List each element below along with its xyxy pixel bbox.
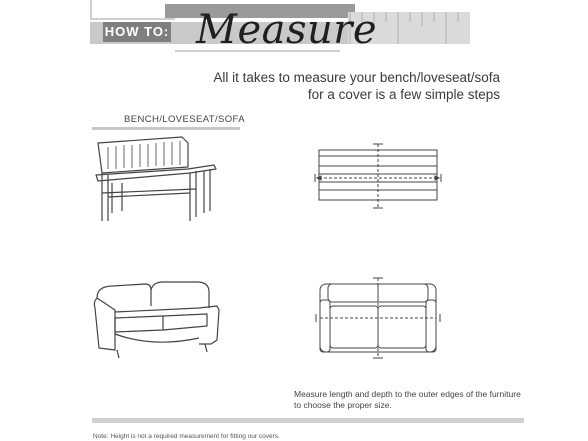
footnote: Note: Height is not a required measurement for fitting our covers.: [93, 433, 280, 440]
bench-top-diagram: [313, 142, 443, 214]
bench-icon: [92, 135, 222, 225]
header-top-rule: [90, 18, 175, 20]
howto-label: HOW TO:: [103, 22, 171, 42]
section-title: BENCH/LOVESEAT/SOFA: [124, 114, 245, 125]
footer-rule: [92, 418, 524, 423]
loveseat-icon: [93, 278, 223, 368]
intro-text: All it takes to measure your bench/loveseat/sofa for a cover is a few simple steps: [213, 70, 500, 102]
loveseat-top-diagram: [314, 278, 442, 360]
section-title-rule: [92, 127, 240, 130]
header-outline-frame: [90, 0, 92, 20]
measure-caption: Measure length and depth to the outer edges of the furniture to choose the proper size.: [294, 389, 521, 410]
page-title: Measure: [196, 7, 378, 53]
